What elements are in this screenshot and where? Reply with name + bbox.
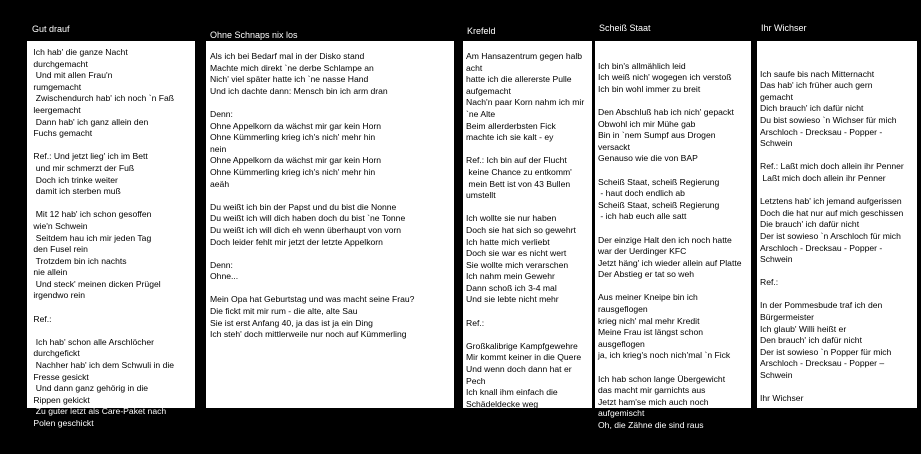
lyric-line: Ohne Kümmerling krieg ich's nich' mehr hin (210, 166, 376, 177)
lyric-line: Ref.: (760, 277, 779, 288)
song-title: Scheiß Staat (599, 23, 651, 33)
lyric-line: Zu guter letzt als Care-Paket nach (31, 406, 167, 417)
lyric-line: Mit 12 hab' ich schon gesoffen (31, 209, 152, 220)
lyric-line: Dann schoß ich 3-4 mal (466, 282, 557, 293)
lyric-line: Als ich bei Bedarf mal in der Disko stand (210, 51, 365, 61)
lyric-line: rumgemacht (31, 81, 82, 92)
lyric-line: Die brauch' ich dafür nicht (760, 219, 860, 230)
lyric-line (760, 150, 904, 162)
lyric-line: wie'n Schwein (31, 220, 88, 231)
lyric-line: Den brauch' ich dafür nicht (760, 335, 862, 346)
lyric-line: damit ich sterben muß (31, 186, 121, 197)
lyric-line: Doch sie hat sich so gewehrt (466, 224, 576, 235)
lyric-line: Zwischendurch hab' ich noch `n Faß (31, 93, 175, 104)
lyric-line: Ich hab schon lange Übergewicht (598, 373, 726, 384)
lyric-line: Doch ich trinke weiter (31, 174, 118, 185)
lyrics-scheiss-staat (598, 49, 742, 432)
lyric-line: Du weißt ich will dich eh wenn überhaupt von vorn (210, 224, 402, 235)
lyric-line: Schwein (760, 370, 793, 381)
lyric-line: Polen geschickt (31, 418, 94, 428)
lyric-line: Laßt mich doch allein ihr Penner (760, 172, 886, 183)
lyric-line (31, 198, 174, 210)
lyric-line (210, 190, 414, 202)
lyric-line: Du bist sowieso `n Wichser für mich (760, 114, 897, 125)
lyric-line: Denn: (210, 108, 233, 119)
lyric-line: Ohne Appelkorn da wächst mir gar kein Horn (210, 120, 382, 131)
lyric-line: Ich steh' doch mittlerweile nur noch auf Kümmerling (210, 329, 407, 340)
lyric-line (466, 144, 584, 156)
lyric-line: Ich hab' die ganze Nacht (31, 47, 128, 57)
song-title: Krefeld (467, 26, 496, 36)
lyric-line (31, 140, 174, 152)
lyric-line: Meine Frau ist längst schon (598, 327, 704, 338)
lyric-line: aeäh (210, 178, 230, 189)
lyric-line (598, 281, 742, 293)
lyric-line: Ref.: Ich bin auf der Flucht (466, 155, 567, 166)
lyric-line (598, 49, 742, 61)
lyric-line: Der ist sowieso `n Popper für mich (760, 346, 892, 357)
lyrics-ihr-wichser (760, 57, 904, 405)
lyric-line: Ref.: Und jetzt lieg' ich im Bett (31, 151, 148, 162)
lyric-line: Du weißt ich will dich haben doch du bist `ne Tonne (210, 213, 406, 224)
lyric-line: Ich saufe bis nach Mitternacht (760, 68, 875, 79)
lyric-line: Scheiß Staat, scheiß Regierung (598, 199, 720, 210)
lyric-line: Der ist sowieso `n Arschloch für mich (760, 230, 901, 241)
lyric-line: rausgeflogen (598, 304, 648, 315)
lyric-line (760, 382, 904, 394)
lyric-line: machte ich sie kalt - ey (466, 132, 554, 143)
lyric-line (598, 362, 742, 374)
lyric-line: Arschloch - Drecksau - Popper - (760, 126, 883, 137)
lyric-line: Und ich dachte dann: Mensch bin ich arm dran (210, 85, 388, 96)
lyric-line: Genauso wie die von BAP (598, 153, 698, 164)
lyric-line: Mir kommt keiner in die Quere (466, 352, 582, 363)
lyric-line: war der Uerdinger KFC (598, 246, 687, 257)
lyric-line: Aus meiner Kneipe bin ich (598, 292, 698, 303)
lyric-line: Rippen gekickt (31, 394, 90, 405)
lyric-line (31, 325, 174, 337)
lyric-line: Oh, die Zähne die sind raus (598, 420, 704, 430)
lyric-line: Und mit allen Frau'n (31, 70, 113, 81)
lyric-line: Ich hab' schon alle Arschlöcher (31, 336, 154, 347)
lyric-line: Schwein (760, 138, 793, 149)
lyric-line: Und sie lebte nicht mehr (466, 294, 559, 305)
lyric-line: Ich hatte mich verliebt (466, 236, 550, 247)
lyric-line: Den Abschluß hab ich nich' gepackt (598, 106, 734, 117)
lyric-line: krieg nich' mal mehr Kredit (598, 315, 700, 326)
lyric-line: Ohne Kümmerling krieg ich's nich' mehr hin (210, 132, 376, 143)
lyric-line: Und dann ganz gehörig in die (31, 383, 149, 394)
lyric-line (760, 185, 904, 197)
lyric-line (466, 306, 584, 318)
lyric-line (760, 57, 904, 69)
lyric-line: Doch leider fehlt mir jetzt der letzte Appelkorn (210, 236, 383, 247)
lyric-line: Ich glaub' Willi heißt er (760, 323, 847, 334)
lyric-line: Ich weiß nich' wogegen ich verstoß (598, 72, 732, 83)
lyric-line: hatte ich die allererste Pulle (466, 74, 572, 85)
lyric-line: Arschloch - Drecksau - Popper – (760, 358, 885, 369)
lyric-line: umstellt (466, 190, 496, 201)
lyric-line (466, 202, 584, 214)
lyric-line: Und steck' meinen dicken Prügel (31, 278, 161, 289)
lyric-line (210, 283, 414, 295)
lyric-line: Ohne... (210, 271, 239, 282)
lyric-line: Fuchs gemacht (31, 128, 93, 139)
lyric-line: Trotzdem bin ich nachts (31, 255, 127, 266)
lyric-line: Scheiß Staat, scheiß Regierung (598, 176, 720, 187)
lyric-line: acht (466, 62, 483, 73)
lyric-line: und mir schmerzt der Fuß (31, 162, 135, 173)
song-title: Gut drauf (32, 24, 70, 34)
lyrics-ohne-schnaps (210, 51, 414, 341)
lyric-line: Dann hab' ich ganz allein den (31, 116, 149, 127)
lyric-line: leergemacht (31, 104, 81, 115)
lyric-line: aufgemischt (598, 408, 645, 419)
lyric-line: irgendwo rein (31, 290, 85, 301)
lyric-line: durchgemacht (31, 58, 88, 69)
lyric-line: mein Bett ist von 43 Bullen (466, 178, 571, 189)
lyric-line (598, 95, 742, 107)
lyric-line: Beim allerderbsten Fick (466, 120, 556, 131)
lyric-line: Doch die hat nur auf mich geschissen (760, 207, 904, 218)
lyric-line: - haut doch endlich ab (598, 188, 685, 199)
lyric-line: gemacht (760, 91, 793, 102)
lyric-line: Das hab' ich früher auch gern (760, 80, 873, 91)
lyric-line: In der Pommesbude traf ich den (760, 300, 883, 311)
lyric-line: Machte mich direkt `ne derbe Schlampe an (210, 62, 374, 73)
lyric-line: Ihr Wichser (760, 393, 804, 404)
lyric-line: `ne Alte (466, 108, 496, 119)
lyric-line: Sie ist erst Anfang 40, ja das ist ja ein Ding (210, 317, 373, 328)
lyric-line: Du weißt ich bin der Papst und du bist die Nonne (210, 201, 397, 212)
lyric-line: Arschloch - Drecksau - Popper - (760, 242, 883, 253)
header-bar (0, 0, 921, 41)
lyric-line: Nach'n paar Korn nahm ich mir (466, 97, 585, 108)
song-title: Ohne Schnaps nix los (210, 30, 298, 40)
lyrics-krefeld (466, 51, 584, 410)
lyric-line: Dich brauch' ich dafür nicht (760, 103, 864, 114)
lyrics-gut-drauf (31, 47, 174, 430)
lyric-line: Ich wollte sie nur haben (466, 213, 557, 224)
lyric-line: durchgefickt (31, 348, 80, 359)
lyric-line: Doch sie war es nicht wert (466, 248, 567, 259)
lyric-line: Die fickt mit mir rum - die alte, alte Sau (210, 306, 358, 317)
lyric-line: Pech (466, 375, 486, 386)
lyric-line: aufgemacht (466, 85, 511, 96)
lyric-line: Ich bin's allmählich leid (598, 60, 686, 71)
lyric-line: Ich bin wohl immer zu breit (598, 83, 701, 94)
lyric-line: Ref.: Laßt mich doch allein ihr Penner (760, 161, 904, 172)
lyric-line: Und wenn doch dann hat er (466, 364, 572, 375)
song-title: Ihr Wichser (761, 23, 807, 33)
lyric-line: das macht mir garnichts aus (598, 385, 706, 396)
lyric-line: ja, ich krieg's noch nich'mal `n Fick (598, 350, 731, 361)
lyric-line: - ich hab euch alle satt (598, 211, 687, 222)
lyric-line (598, 223, 742, 235)
lyric-line: ausgeflogen (598, 338, 645, 349)
lyric-line: Fresse gesickt (31, 371, 89, 382)
lyric-line: Denn: (210, 259, 233, 270)
lyric-line: Jetzt häng' ich wieder allein auf Platte (598, 257, 742, 268)
lyric-line (210, 97, 414, 109)
lyric-line: Am Hansazentrum gegen halb (466, 51, 583, 61)
lyric-line: Ich knall ihm einfach die (466, 387, 558, 398)
lyric-line: keine Chance zu entkomm' (466, 166, 572, 177)
lyric-line: Ich nahm mein Gewehr (466, 271, 555, 282)
lyric-line: nein (210, 143, 227, 154)
lyric-line (210, 248, 414, 260)
lyric-line: Der einzige Halt den ich noch hatte (598, 234, 732, 245)
lyric-line: nie allein (31, 267, 68, 278)
lyric-line: Jetzt ham'se mich auch noch (598, 396, 709, 407)
lyric-line: Seitdem hau ich mir jeden Tag (31, 232, 152, 243)
lyric-line: Mein Opa hat Geburtstag und was macht seine Frau? (210, 294, 415, 305)
lyric-line (466, 329, 584, 341)
lyric-line: Nich' viel später hatte ich `ne nasse Hand (210, 74, 369, 85)
lyric-line (760, 289, 904, 301)
lyric-line: Letztens hab' ich jemand aufgerissen (760, 196, 902, 207)
lyric-line (760, 266, 904, 278)
lyric-line: Schädeldecke weg (466, 398, 539, 409)
lyric-line: Schwein (760, 254, 793, 265)
lyric-line (31, 302, 174, 314)
lyric-line: Der Abstieg er tat so weh (598, 269, 695, 280)
lyric-line: Großkalibrige Kampfgewehre (466, 340, 578, 351)
lyric-line: den Fusel rein (31, 244, 88, 255)
lyric-line (598, 165, 742, 177)
lyric-line: Bürgermeister (760, 312, 814, 323)
lyric-line: Bin in `nem Sumpf aus Drogen (598, 130, 716, 141)
lyric-line: Ref.: (31, 313, 52, 324)
lyric-line: versackt (598, 141, 630, 152)
lyric-line: Nachher hab' ich dem Schwuli in die (31, 360, 175, 371)
lyric-line: Ohne Appelkorn da wächst mir gar kein Horn (210, 155, 382, 166)
lyric-line: Sie wollte mich verarschen (466, 259, 569, 270)
lyric-line: Obwohl ich mir Mühe gab (598, 118, 696, 129)
lyric-line: Ref.: (466, 317, 485, 328)
